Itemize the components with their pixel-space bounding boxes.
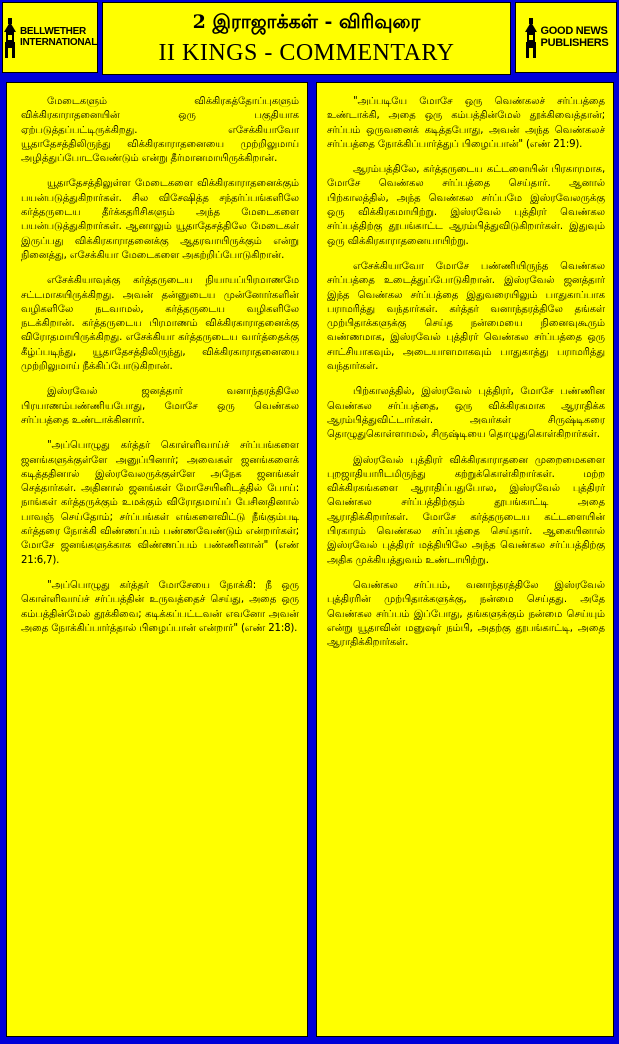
bellwether-logo bbox=[3, 18, 97, 58]
good-news-logo bbox=[524, 18, 609, 58]
right-column bbox=[316, 82, 614, 1037]
paragraph: மேடைகளும் விக்கிரகத்தோப்புகளும் விக்கிரகாராதனையின் ஒரு பகுதியாக ஏற்படுத்தப்பட்டிருக்கிறது. எசேக்கியாவோ யூதாதேசத்திலிருந்து விக்கிரகாராதனையை முற்றிலுமாய் அழித்துப்போடவேண்டும் என்று தீர்மானமாயிருக்கிறான். bbox=[21, 96, 299, 165]
paragraph: இஸ்ரவேல் புத்திரர் விக்கிரகாராதனை முறைமைகளை புறஜாதியாரிடமிருந்து கற்றுக்கொள்கிறார்கள். மற்ற விக்கிரகங்களை ஆராதிப்பதுபோல, இஸ்ரவேல் புத்திரர் வெண்கல சர்ப்பத்திற்கும் தூபங்காட்டி அதை ஆராதிக்கிறார்கள். மோசே கர்த்தருடைய கட்டளையின் பிரகாரம் வெண்கல சர்ப்பத்தை செய்தார். ஆகையினால் இஸ்ரவேல் புத்திரர் மத்தியிலே அந்த வெண்கல சர்ப்பத்திற்கு அதிக முக்கியத்துவம் உண்டாயிற்று. bbox=[327, 454, 605, 566]
paragraph: எசேக்கியாவுக்கு கர்த்தருடைய நியாயப்பிரமாணமே சட்டமாகயிருக்கிறது. அவன் தன்னுடைய முன்னோர்களின் வழிகளிலே நடவாமல், கர்த்தருடைய வழிகளிலே நடக்கிறான். கர்த்தருடைய பிரமாணம் விக்கிரகாராதனைக்கு விரோதமாயிருக்கிறது. எசேக்கியா கர்த்தருடைய வார்த்தைக்கு கீழ்ப்படிந்து, யூதாதேசத்திலிருந்து, விக்கிரகாராதனையை முற்றிலுமாய் நீக்கிப்போடுகிறான். bbox=[21, 275, 299, 373]
bell-tower-icon bbox=[524, 18, 538, 58]
paragraph: எசேக்கியாவோ மோசே பண்ணியிருந்த வெண்கல சர்ப்பத்தை உடைத்துப்போடுகிறான். இஸ்ரவேல் ஜனத்தார் இந்த வெண்கல சர்ப்பத்தை இதுவரையிலும் பாதுகாப்பாக பராமரித்து வந்தார்கள். கர்த்தர் வனாந்தரத்திலே தங்கள் முற்பிதாக்களுக்கு செய்த நன்மையை நினைவுகூரும் வண்ணமாக, இஸ்ரவேல் புத்திரர் வெண்கல சர்ப்பத்தை ஒரு சாட்சியாகவும், அடையாளமாகவும் பாதுகாத்து பராமரித்து வந்தார்கள். bbox=[327, 260, 605, 373]
paragraph: பிற்காலத்தில், இஸ்ரவேல் புத்திரர், மோசே பண்ணின வெண்கல சர்ப்பத்தை, ஒரு விக்கிரகமாக ஆராதிக்க ஆரம்பித்துவிட்டார்கள். அவர்கள் சிருஷ்டிகரை தொழுதுகொள்ளாமல், சிருஷ்டியை தொழுதுகொள்கிறார்கள். bbox=[327, 386, 605, 441]
paragraph: யூதாதேசத்திலுள்ள மேடைகளை விக்கிரகாராதனைக்கும் பயன்படுத்துகிறார்கள். சில விசேஷித்த சந்தர்ப்பங்களிலே கர்த்தருடைய தீர்க்கதரிசிகளும் அந்த மேடைகளை பயன்படுத்துகிறார்கள். ஆனாலும் யூதாதேசத்திலே மேடைகள் இருப்பது விக்கிரகாராதனைக்கு ஆதரவாயிருக்கும் என்று நினைத்து, எசேக்கியா மேடைகளை அகற்றிப்போடுகிறான். bbox=[21, 178, 299, 261]
bellwether-logo-line2: INTERNATIONAL bbox=[19, 36, 98, 48]
paragraph: ஆரம்பத்திலே, கர்த்தருடைய கட்டளையின் பிரகாரமாக, மோசே வெண்கல சர்ப்பத்தை செய்தார். ஆனால் பிற்காலத்தில், அந்த வெண்கல சர்ப்பமே இஸ்ரவேலருக்கு ஒரு விக்கிரகமாயிற்று. இஸ்ரவேல் புத்திரர் வெண்கல சர்ப்பத்திற்கு தூபங்காட்ட ஆரம்பித்துவிடுகிறார்கள். இதுவும் ஒரு விக்கிரகாராதனையாயிற்று. bbox=[327, 164, 605, 247]
good-news-logo-box bbox=[515, 2, 617, 73]
scripture-quote: "அப்பொழுது கர்த்தர் மோசேயை நோக்கி: நீ ஒரு கொள்ளிவாய்ச் சர்ப்பத்தின் உருவத்தைச் செய்து, அதை ஒரு கம்பத்தின்மேல் தூக்கிவை; கடிக்கப்பட்டவன் எவனோ அவன் அதை நோக்கிப்பார்த்தால் பிழைப்பான் என்றார்" (எண் 21:8). bbox=[21, 579, 299, 634]
bellwether-logo-text bbox=[20, 27, 97, 48]
paragraph: வெண்கல சர்ப்பம், வனாந்தரத்திலே இஸ்ரவேல் புத்திரரின் முற்பிதாக்களுக்கு, நன்மை செய்தது. அதே வெண்கல சர்ப்பம் இப்போது, தங்களுக்கும் நன்மை செய்யும் என்று யூதாவின் மனுஷர் நம்பி, அதற்கு தூபங்காட்டி, அதை ஆராதிக்கிறார்கள். bbox=[327, 579, 605, 649]
bell-tower-icon bbox=[3, 18, 17, 58]
page-title-english: II KINGS - COMMENTARY bbox=[158, 39, 455, 66]
good-news-logo-line1: GOOD NEWS bbox=[540, 24, 608, 37]
good-news-logo-text bbox=[541, 26, 609, 49]
good-news-logo-line2: PUBLISHERS bbox=[540, 36, 609, 49]
bellwether-logo-line1: BELLWETHER bbox=[19, 26, 86, 37]
scripture-quote: "அப்பொழுது கர்த்தர் கொள்ளிவாய்ச் சர்ப்பங்களை ஜனங்களுக்குள்ளே அனுப்பினார்; அவைகள் ஜனங்களைக் கடித்ததினால் இஸ்ரவேலருக்குள்ளே அநேக ஜனங்கள் செத்தார்கள். அதினால் ஜனங்கள் மோசேயினிடத்தில் போய்: நாங்கள் கர்த்தருக்கும் உமக்கும் விரோதமாய்ப் பேசினதினால் பாவஞ் செய்தோம்; சர்ப்பங்கள் எங்களைவிட்டு நீங்கும்படி கர்த்தரை நோக்கி விண்ணப்பம் பண்ணவேண்டும் என்றார்கள்; மோசே ஜனங்களுக்காக விண்ணப்பம் பண்ணினான்" (எண் 21:6,7). bbox=[21, 440, 299, 566]
header bbox=[2, 2, 617, 75]
page-title-tamil: 2 இராஜாக்கள் - விரிவுரை bbox=[192, 10, 421, 33]
bellwether-logo-box bbox=[2, 2, 98, 73]
paragraph: இஸ்ரவேல் ஜனத்தார் வனாந்தரத்திலே பிரயாணம்பண்ணியபோது, மோசே ஒரு வெண்கல சர்ப்பத்தை உண்டாக்கினார். bbox=[21, 386, 299, 426]
left-column bbox=[6, 82, 308, 1037]
scripture-quote: "அப்படியே மோசே ஒரு வெண்கலச் சர்ப்பத்தை உண்டாக்கி, அதை ஒரு கம்பத்தின்மேல் தூக்கிவைத்தான்; சர்ப்பம் ஒருவனைக் கடித்தபோது, அவன் அந்த வெண்கலச் சர்ப்பத்தை நோக்கிப்பார்த்துப் பிழைப்பான்" (எண் 21:9). bbox=[327, 96, 605, 150]
title-box bbox=[102, 2, 511, 75]
